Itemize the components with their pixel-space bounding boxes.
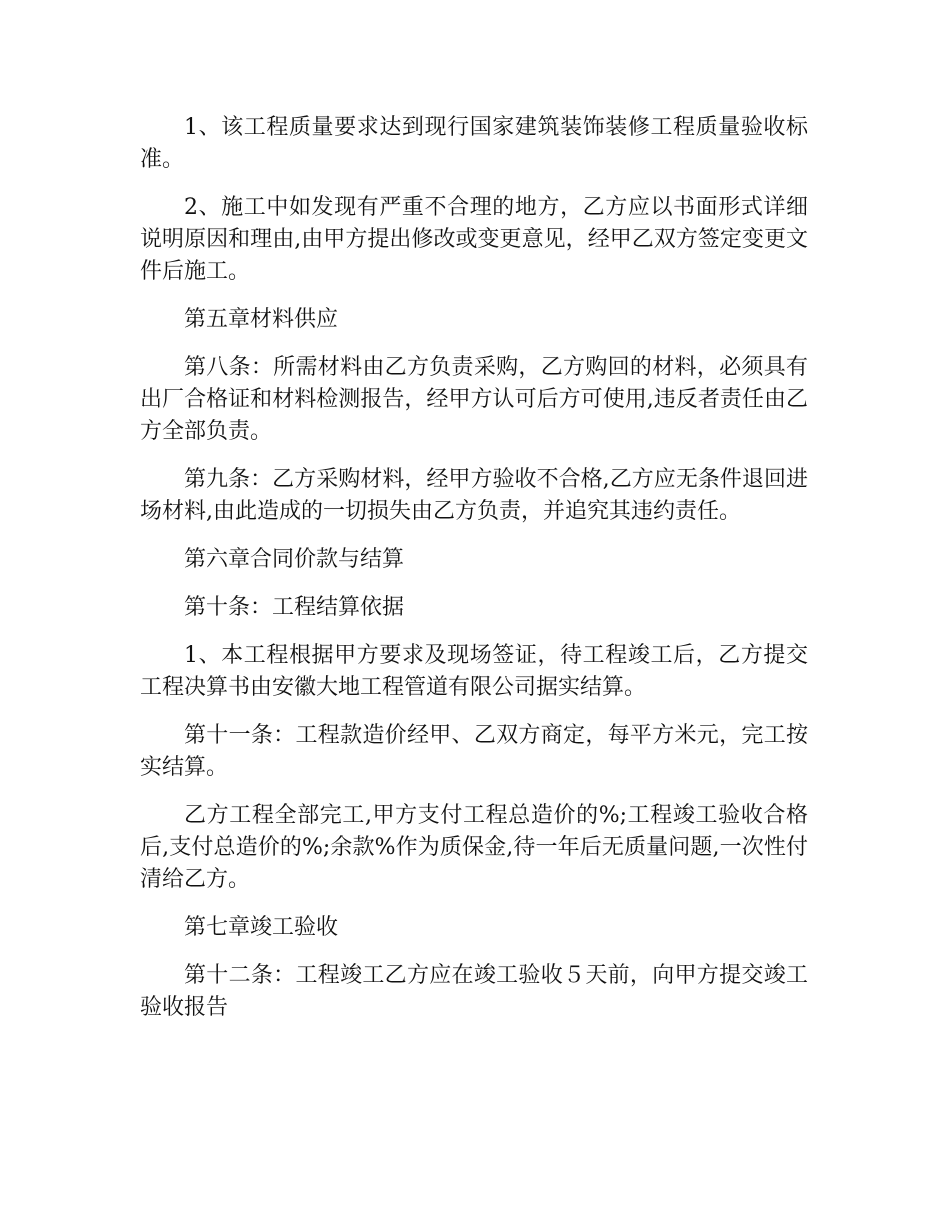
- paragraph-design-change: 2、施工中如发现有严重不合理的地方，乙方应以书面形式详细说明原因和理由,由甲方提出修改或变更意见，经甲乙双方签定变更文件后施工。: [140, 195, 808, 284]
- paragraph-quality-standard: 1、该工程质量要求达到现行国家建筑装饰装修工程质量验收标准。: [140, 115, 808, 172]
- article-9: 第九条：乙方采购材料，经甲方验收不合格,乙方应无条件退回进场材料,由此造成的一切损失由乙方负责，并追究其违约责任。: [140, 467, 808, 524]
- paragraph-settlement-basis: 1、本工程根据甲方要求及现场签证，待工程竣工后，乙方提交工程决算书由安徽大地工程管道有限公司据实结算。: [140, 643, 808, 700]
- article-8: 第八条：所需材料由乙方负责采购，乙方购回的材料，必须具有出厂合格证和材料检测报告，经甲方认可后方可使用,违反者责任由乙方全部负责。: [140, 355, 808, 444]
- article-11: 第十一条：工程款造价经甲、乙双方商定，每平方米元，完工按实结算。: [140, 723, 808, 780]
- document-page: [140, 112, 808, 1040]
- article-10: 第十条：工程结算依据: [184, 595, 405, 620]
- chapter-heading-acceptance: 第七章竣工验收: [184, 915, 339, 940]
- paragraph-payment-terms: 乙方工程全部完工,甲方支付工程总造价的%;工程竣工验收合格后,支付总造价的%;余款%作为质保金,待一年后无质量问题,一次性付清给乙方。: [140, 803, 808, 892]
- chapter-heading-materials: 第五章材料供应: [184, 307, 339, 332]
- chapter-heading-price-settlement: 第六章合同价款与结算: [184, 547, 405, 572]
- article-12: 第十二条：工程竣工乙方应在竣工验收５天前，向甲方提交竣工验收报告: [140, 963, 808, 1020]
